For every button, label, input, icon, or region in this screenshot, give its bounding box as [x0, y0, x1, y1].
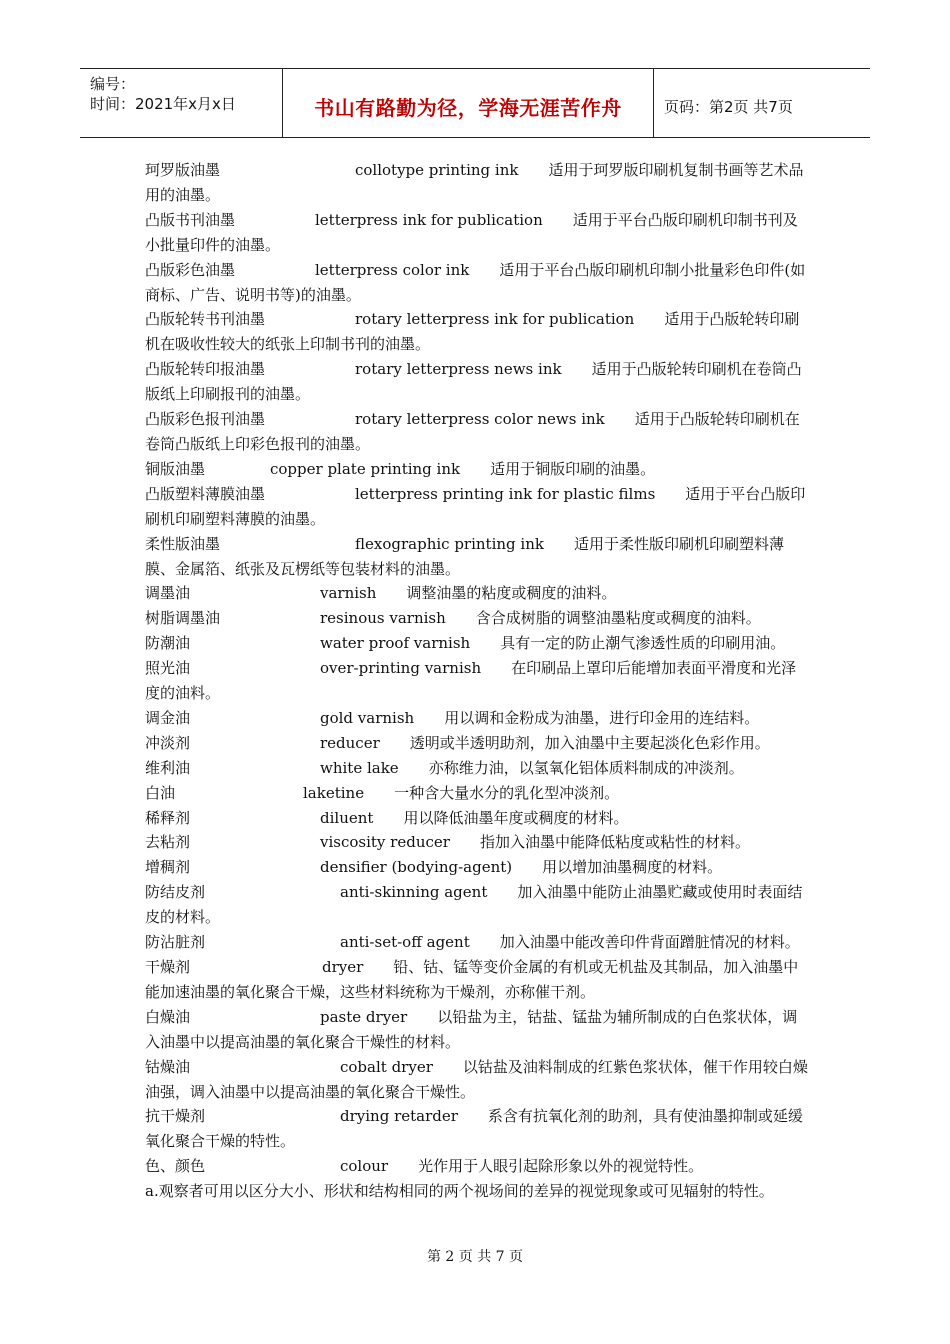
term-chinese: 干燥剂: [145, 958, 191, 976]
header-motto-cell: [283, 69, 654, 137]
term-english: paste dryer: [320, 1007, 408, 1026]
term-definition: 用以增加油墨稠度的材料。: [542, 858, 723, 877]
header-meta-cell: [80, 69, 283, 137]
term-definition: 光作用于人眼引起除形象以外的视觉特性。: [418, 1157, 704, 1176]
term-definition: 具有一定的防止潮气渗透性质的印刷用油。: [500, 634, 786, 653]
term-chinese: 凸版书刊油墨: [145, 210, 236, 229]
term-english: white lake: [320, 758, 399, 777]
term-english: dryer: [322, 958, 364, 976]
term-english: resinous varnish: [320, 609, 446, 628]
glossary-entry: [145, 781, 810, 806]
glossary-entry: [145, 208, 810, 258]
term-definition: 适用于平台凸版印刷机印制书刊及小批量印件的油墨。: [145, 210, 798, 254]
glossary-entry: [145, 1104, 810, 1154]
term-chinese: 防结皮剂: [145, 883, 206, 902]
term-definition: 以铅盐为主，钴盐、锰盐为辅所制成的白色浆状体，调入油墨中以提高油墨的氧化聚合干燥性的材料。: [145, 1007, 798, 1051]
glossary-entry: [145, 855, 810, 880]
term-english: rotary letterpress ink for publication: [355, 310, 635, 329]
term-definition: 适用于铜版印刷的油墨。: [490, 459, 656, 478]
glossary-entry: [145, 357, 810, 407]
glossary-entry: [145, 1055, 810, 1105]
term-chinese: 珂罗版油墨: [145, 161, 221, 179]
term-english: cobalt dryer: [340, 1057, 433, 1076]
term-definition: 以钴盐及油料制成的红紫色浆状体，催干作用较白燥油强，调入油墨中以提高油墨的氧化聚合干燥性。: [145, 1057, 808, 1101]
term-definition: 亦称维力油，以氢氧化铝体质料制成的冲淡剂。: [428, 758, 744, 777]
term-definition: 调整油墨的粘度或稠度的油料。: [406, 584, 617, 603]
term-chinese: 维利油: [145, 758, 191, 777]
term-definition: 适用于平台凸版印刷机印制小批量彩色印件(如商标、广告、说明书等)的油墨。: [145, 260, 806, 304]
term-english: densifier (bodying-agent): [320, 858, 513, 877]
glossary-entry: [145, 631, 810, 656]
term-english: letterpress color ink: [315, 260, 470, 279]
document-header: [80, 68, 870, 138]
term-definition: 铅、钴、锰等变价金属的有机或无机盐及其制品，加入油墨中能加速油墨的氧化聚合干燥，这些材料统称为干燥剂，亦称催干剂。: [145, 958, 799, 1001]
glossary-entry: [145, 1005, 810, 1055]
term-definition: 适用于凸版轮转印刷机在卷筒凸版纸上印刷报刊的油墨。: [145, 360, 802, 404]
term-definition: 加入油墨中能防止油墨贮藏或使用时表面结皮的材料。: [145, 883, 803, 927]
glossary-entry: [145, 830, 810, 855]
term-english: drying retarder: [340, 1107, 458, 1126]
page-footer: 第 2 页 共 7 页: [426, 1249, 524, 1265]
term-english: letterpress printing ink for plastic films: [355, 484, 656, 503]
glossary-entry: [145, 756, 810, 781]
glossary-entry: [145, 731, 810, 756]
term-english: colour: [340, 1157, 389, 1176]
term-chinese: 防沾脏剂: [145, 933, 206, 952]
term-definition: 含合成树脂的调整油墨粘度或稠度的油料。: [475, 609, 761, 628]
term-english: viscosity reducer: [320, 833, 450, 852]
glossary-entry: [145, 258, 810, 308]
term-english: diluent: [320, 808, 374, 827]
term-chinese: 柔性版油墨: [145, 534, 221, 553]
glossary-entry: [145, 706, 810, 731]
term-english: water proof varnish: [320, 634, 471, 653]
term-chinese: 凸版塑料薄膜油墨: [145, 484, 266, 503]
term-english: collotype printing ink: [355, 161, 519, 179]
glossary-entry: [145, 930, 810, 955]
term-chinese: 去粘剂: [145, 833, 191, 852]
term-chinese: 调墨油: [145, 584, 191, 603]
term-definition: 透明或半透明助剂，加入油墨中主要起淡化色彩作用。: [409, 733, 770, 752]
glossary-entry: [145, 482, 810, 532]
term-chinese: 树脂调墨油: [145, 609, 221, 628]
term-chinese: 冲淡剂: [145, 733, 191, 752]
document-number-label: 编号：: [90, 75, 136, 93]
term-english: rotary letterpress news ink: [355, 360, 562, 379]
glossary-entry: [145, 457, 810, 482]
term-chinese: 抗干燥剂: [145, 1107, 206, 1126]
glossary-entry: [145, 606, 810, 631]
term-english: laketine: [303, 783, 365, 802]
term-definition: 适用于珂罗版印刷机复制书画等艺术品用的油墨。: [145, 161, 804, 204]
term-english: letterpress ink for publication: [315, 210, 543, 229]
term-chinese: 防潮油: [145, 634, 191, 653]
term-chinese: 增稠剂: [145, 858, 191, 877]
glossary-entry: [145, 158, 810, 208]
term-english: anti-set-off agent: [340, 933, 470, 952]
glossary-body: [145, 158, 810, 1204]
glossary-entry: [145, 955, 810, 1005]
glossary-entry: [145, 880, 810, 930]
term-definition: 加入油墨中能改善印件背面蹭脏情况的材料。: [499, 933, 800, 952]
term-definition: 适用于平台凸版印刷机印刷塑料薄膜的油墨。: [145, 484, 806, 528]
glossary-entry: [145, 1154, 810, 1179]
term-chinese: 凸版彩色报刊油墨: [145, 410, 266, 429]
term-chinese: 色、颜色: [145, 1157, 206, 1176]
term-english: anti-skinning agent: [340, 883, 488, 902]
term-chinese: 凸版轮转书刊油墨: [145, 310, 266, 329]
header-page-cell: [654, 69, 870, 137]
term-definition: 适用于凸版轮转印刷机在吸收性较大的纸张上印制书刊的油墨。: [145, 310, 800, 354]
glossary-entry: [145, 532, 810, 582]
term-definition: 指加入油墨中能降低粘度或粘性的材料。: [479, 833, 750, 852]
term-definition: 适用于柔性版印刷机印刷塑料薄膜、金属箔、纸张及瓦楞纸等包装材料的油墨。: [145, 534, 784, 578]
term-chinese: 照光油: [145, 659, 191, 678]
term-definition: 用以调和金粉成为油墨，进行印金用的连结料。: [444, 708, 760, 727]
term-english: over-printing varnish: [320, 659, 482, 678]
term-english: varnish: [320, 584, 377, 603]
term-chinese: 凸版轮转印报油墨: [145, 360, 266, 379]
term-definition: 系含有抗氧化剂的助剂，具有使油墨抑制或延缓氧化聚合干燥的特性。: [145, 1107, 803, 1151]
glossary-entry: [145, 407, 810, 457]
glossary-entry: [145, 307, 810, 357]
term-chinese: 白燥油: [145, 1007, 191, 1026]
term-chinese: 钴燥油: [145, 1057, 191, 1076]
term-chinese: 稀释剂: [145, 808, 191, 827]
term-chinese: 调金油: [145, 708, 191, 727]
term-definition: 适用于凸版轮转印刷机在卷筒凸版纸上印彩色报刊的油墨。: [145, 410, 800, 453]
term-english: reducer: [320, 733, 380, 752]
header-motto: 书山有路勤为径，学海无涯苦作舟: [314, 95, 622, 120]
glossary-entry: [145, 581, 810, 606]
term-definition: 一种含大量水分的乳化型冲淡剂。: [394, 783, 620, 802]
term-english: rotary letterpress color news ink: [355, 410, 605, 429]
header-page-number: 页码：第2页 共7页: [664, 97, 793, 116]
term-definition: 用以降低油墨年度或稠度的材料。: [403, 808, 629, 827]
glossary-entry: [145, 656, 810, 706]
term-english: gold varnish: [320, 708, 415, 727]
term-chinese: 凸版彩色油墨: [145, 260, 236, 279]
term-english: copper plate printing ink: [270, 459, 461, 478]
definition-note: a.观察者可用以区分大小、形状和结构相同的两个视场间的差异的视觉现象或可见辐射的特性。: [145, 1182, 774, 1201]
term-chinese: 白油: [145, 783, 176, 802]
document-time-label: 时间：2021年x月x日: [90, 95, 236, 113]
term-chinese: 铜版油墨: [145, 459, 206, 478]
term-english: flexographic printing ink: [355, 534, 544, 553]
glossary-entry: [145, 806, 810, 831]
term-definition: 在印刷品上罩印后能增加表面平滑度和光泽度的油料。: [145, 659, 797, 703]
